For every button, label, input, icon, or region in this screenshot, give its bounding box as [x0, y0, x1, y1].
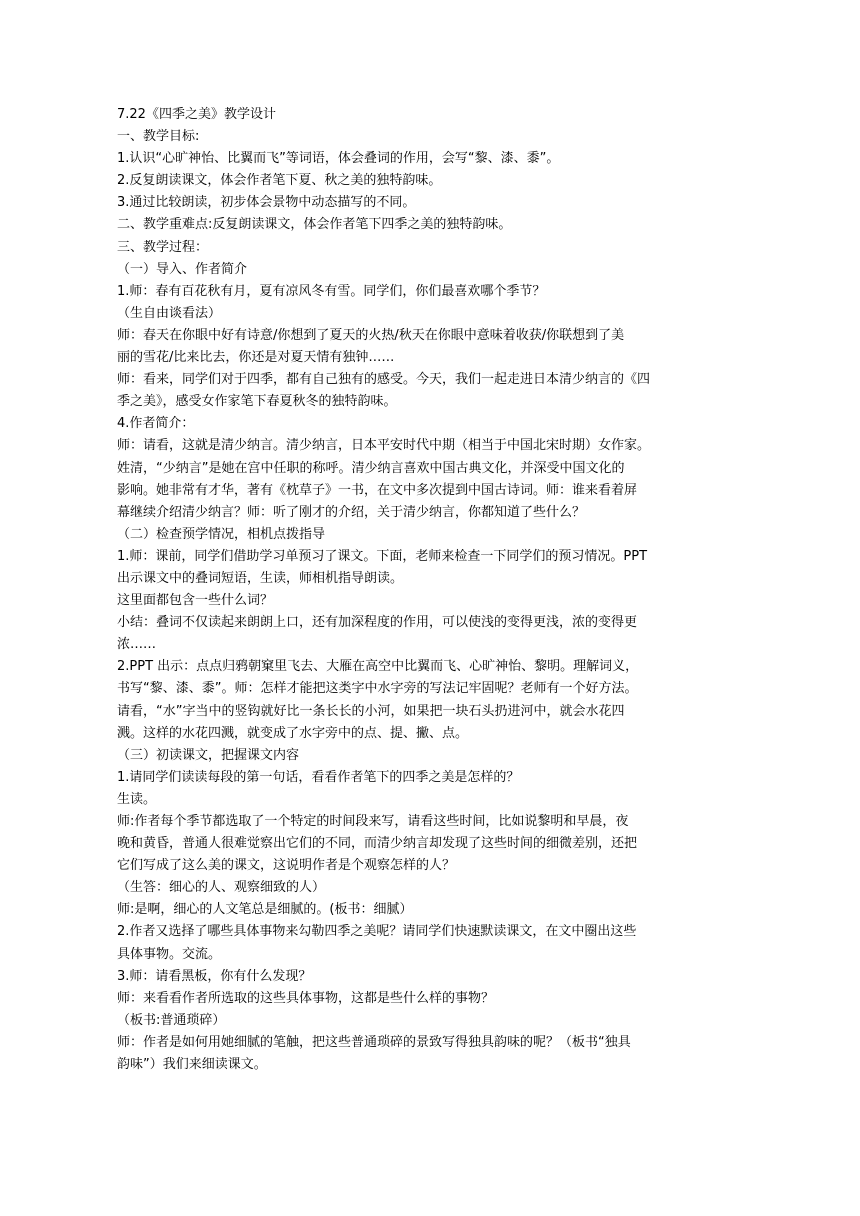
text-line: 具体事物。交流。: [117, 946, 222, 962]
text-line: 这里面都包含一些什么词？: [117, 593, 274, 609]
text-line: 2.作者又选择了哪些具体事物来勾勒四季之美呢？请同学们快速默读课文，在文中圈出这些: [117, 924, 637, 940]
text-line: 出示课文中的叠词短语，生读，师相机指导朗读。: [117, 570, 404, 586]
text-line: 师：请看，这就是清少纳言。清少纳言，日本平安时代中期（相当于中国北宋时期）女作家。: [117, 438, 651, 454]
text-line: 溅。这样的水花四溅，就变成了水字旁中的点、提、撇、点。: [117, 725, 469, 741]
text-line: 2.反复朗读课文，体会作者笔下夏、秋之美的独特韵味。: [117, 173, 442, 189]
text-line: 1.认识“心旷神怡、比翼而飞”等词语，体会叠词的作用，会写“黎、漆、黍”。: [117, 151, 560, 167]
text-line: 丽的雪花/比来比去，你还是对夏天情有独钟……: [117, 350, 395, 366]
text-line: （板书:普通琐碎）: [117, 1012, 226, 1028]
text-line: 幕继续介绍清少纳言？师：听了刚才的介绍，关于清少纳言，你都知道了些什么？: [117, 504, 586, 520]
text-line: 影响。她非常有才华，著有《枕草子》一书，在文中多次提到中国古诗词。师：谁来看着屏: [117, 482, 638, 498]
document-title: 7.22《四季之美》教学设计: [117, 107, 276, 122]
text-line: 它们写成了这么美的课文，这说明作者是个观察怎样的人？: [117, 858, 456, 874]
text-line: （生自由谈看法）: [117, 305, 222, 321]
section-heading: 二、教学重难点:反复朗读课文，体会作者笔下四季之美的独特韵味。: [117, 217, 512, 233]
text-line: （生答：细心的人、观察细致的人）: [117, 880, 326, 896]
subsection-heading: （三）初读课文，把握课文内容: [117, 747, 300, 763]
text-line: 师：春天在你眼中好有诗意/你想到了夏天的火热/秋天在你眼中意味着收获/你联想到了美: [117, 327, 625, 343]
section-heading: 三、教学过程：: [117, 239, 209, 255]
section-heading: 一、教学目标:: [117, 129, 200, 145]
text-line: 请看，“水”字当中的竖钩就好比一条长长的小河，如果把一块石头扔进河中，就会水花四: [117, 703, 625, 719]
text-line: 3.师：请看黑板，你有什么发现？: [117, 968, 312, 984]
text-line: 韵味”）我们来细读课文。: [117, 1057, 267, 1073]
text-line: 季之美》，感受女作家笔下春夏秋冬的独特韵味。: [117, 394, 397, 410]
text-line: 姓清，“少纳言”是她在宫中任职的称呼。清少纳言喜欢中国古典文化，并深受中国文化的: [117, 460, 625, 476]
subsection-heading: （二）检查预学情况，相机点拨指导: [117, 526, 326, 542]
text-line: 4.作者简介：: [117, 416, 195, 432]
text-line: 3.通过比较朗读，初步体会景物中动态描写的不同。: [117, 195, 416, 211]
text-line: 1.请同学们读读每段的第一句话，看看作者笔下的四季之美是怎样的？: [117, 769, 520, 785]
text-line: 2.PPT 出示：点点归鸦朝窠里飞去、大雁在高空中比翼而飞、心旷神怡、黎明。理解词义，: [117, 659, 639, 675]
text-line: 师:作者每个季节都选取了一个特定的时间段来写，请看这些时间，比如说黎明和早晨，夜: [117, 814, 629, 829]
text-line: 小结：叠词不仅读起来朗朗上口，还有加深程度的作用，可以使浅的变得更浅，浓的变得更: [117, 615, 638, 631]
text-line: 师:是啊，细心的人文笔总是细腻的。(板书：细腻）: [117, 902, 413, 918]
text-line: 师：作者是如何用她细腻的笔触，把这些普通琐碎的景致写得独具韵味的呢？（板书“独具: [117, 1034, 631, 1050]
text-line: 浓……: [117, 637, 157, 653]
text-line: 生读。: [117, 791, 157, 807]
text-line: 1.师：春有百花秋有月，夏有凉风冬有雪。同学们，你们最喜欢哪个季节？: [117, 283, 546, 299]
document-page: [117, 104, 743, 1076]
text-line: 师：来看看作者所选取的这些具体事物，这都是些什么样的事物？: [117, 990, 495, 1006]
text-line: 师：看来，同学们对于四季，都有自己独有的感受。今天，我们一起走进日本清少纳言的《四: [117, 372, 651, 388]
subsection-heading: （一）导入、作者简介: [117, 261, 248, 277]
text-line: 书写“黎、漆、黍”。师：怎样才能把这类字中水字旁的写法记牢固呢？老师有一个好方法。: [117, 681, 638, 697]
text-line: 1.师：课前，同学们借助学习单预习了课文。下面，老师来检查一下同学们的预习情况。PPT: [117, 548, 648, 564]
text-line: 晚和黄昏，普通人很难觉察出它们的不同，而清少纳言却发现了这些时间的细微差别，还把: [117, 836, 638, 852]
